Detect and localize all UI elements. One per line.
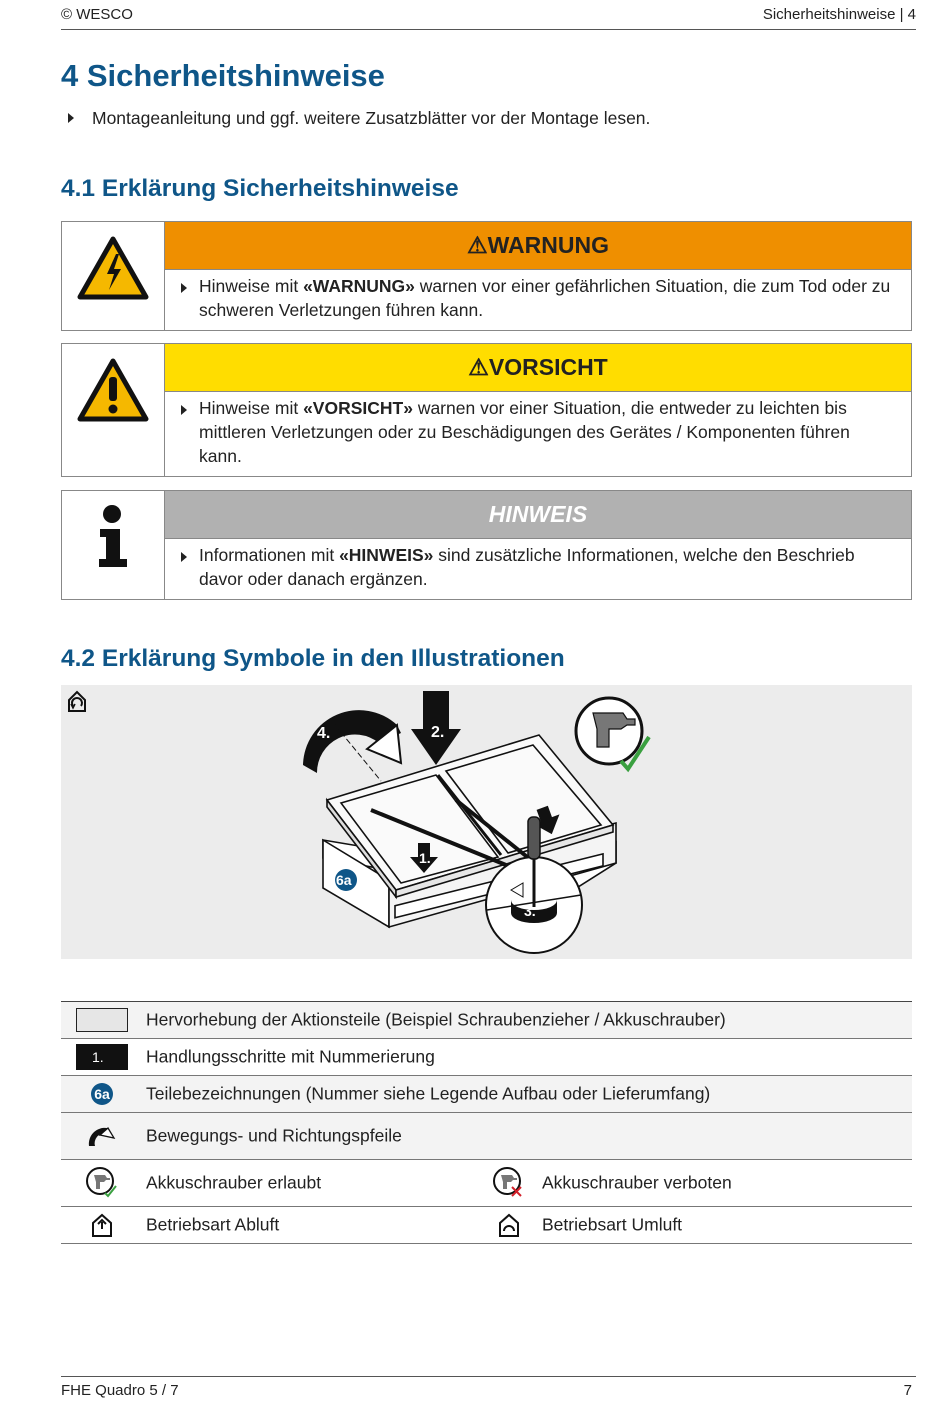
intro-bullet — [68, 108, 650, 129]
bullet-arrow-icon — [181, 552, 187, 562]
footer-product: FHE Quadro 5 / 7 — [61, 1382, 179, 1399]
legend-text: Betriebsart Umluft — [542, 1214, 683, 1235]
subsection-title-2: 4.2 Erklärung Symbole in den Illustrationen — [61, 645, 565, 672]
page-header — [61, 6, 916, 30]
exhaust-mode-icon — [61, 1207, 143, 1243]
drill-forbidden-icon — [486, 1160, 532, 1206]
recirculation-mode-icon — [486, 1207, 532, 1243]
legend-text: Betriebsart Abluft — [146, 1214, 280, 1235]
legend-text: Handlungsschritte mit Nummerierung — [146, 1046, 435, 1067]
legend-text: Teilebezeichnungen (Nummer siehe Legende Aufbau oder Lieferumfang) — [146, 1083, 711, 1104]
highlight-swatch-icon — [61, 1002, 143, 1038]
page-footer — [61, 1376, 916, 1399]
legend-row — [61, 1076, 912, 1113]
part-label-icon: 6a — [91, 1083, 113, 1105]
step-2-label: 2. — [431, 724, 445, 741]
bullet-arrow-icon — [181, 283, 187, 293]
section-title: 4 Sicherheitshinweise — [61, 58, 385, 93]
subsection-title-1: 4.1 Erklärung Sicherheitshinweise — [61, 175, 459, 202]
legend-row — [61, 1002, 912, 1039]
part-6a-label: 6a — [336, 872, 352, 888]
info-icon — [62, 491, 165, 599]
header-section: Sicherheitshinweise | 4 — [762, 6, 916, 23]
assembly-illustration — [61, 685, 912, 959]
info-notice — [61, 490, 912, 600]
movement-arrow-icon — [61, 1113, 143, 1159]
warning-text: Hinweise mit «WARNUNG» warnen vor einer gefährlichen Situation, die zum Tod oder zu schweren Verletzungen führen kann. — [165, 270, 911, 330]
exclamation-hazard-icon — [62, 344, 165, 476]
symbol-legend — [61, 1001, 912, 1244]
info-text: Informationen mit «HINWEIS» sind zusätzliche Informationen, welche den Beschrieb davor oder danach ergänzen. — [165, 539, 911, 599]
legend-row — [61, 1160, 912, 1207]
warning-label: ⚠WARNUNG — [165, 222, 911, 270]
step-1-label: 1. — [419, 850, 431, 866]
legend-row — [61, 1207, 912, 1244]
bullet-arrow-icon — [181, 405, 187, 415]
step-4-label: 4. — [317, 725, 331, 742]
recirculation-mode-icon — [69, 692, 85, 711]
bullet-arrow-icon — [68, 113, 74, 123]
legend-row — [61, 1113, 912, 1160]
legend-text: Akkuschrauber verboten — [542, 1172, 732, 1193]
footer-page-number: 7 — [903, 1382, 912, 1399]
intro-text: Montageanleitung und ggf. weitere Zusatzblätter vor der Montage lesen. — [92, 108, 651, 128]
legend-row — [61, 1039, 912, 1076]
info-label: HINWEIS — [165, 491, 911, 539]
drill-allowed-icon — [61, 1160, 143, 1206]
drill-allowed-icon — [576, 698, 649, 769]
header-copyright: © WESCO — [61, 6, 133, 23]
caution-notice — [61, 343, 912, 477]
caution-label: ⚠VORSICHT — [165, 344, 911, 392]
step-number-icon: 1. — [76, 1044, 128, 1070]
legend-text: Hervorhebung der Aktionsteile (Beispiel Schraubenzieher / Akkuschrauber) — [146, 1009, 726, 1030]
electric-hazard-icon — [62, 222, 165, 330]
legend-text: Bewegungs- und Richtungspfeile — [146, 1125, 402, 1146]
step-3-label: 3. — [524, 903, 536, 919]
legend-text: Akkuschrauber erlaubt — [146, 1172, 322, 1193]
caution-text: Hinweise mit «VORSICHT» warnen vor einer Situation, die entweder zu leichten bis mittleren Verletzungen oder zu Beschädigungen des Gerätes / Komponenten führen kann. — [165, 392, 911, 476]
warning-notice — [61, 221, 912, 331]
